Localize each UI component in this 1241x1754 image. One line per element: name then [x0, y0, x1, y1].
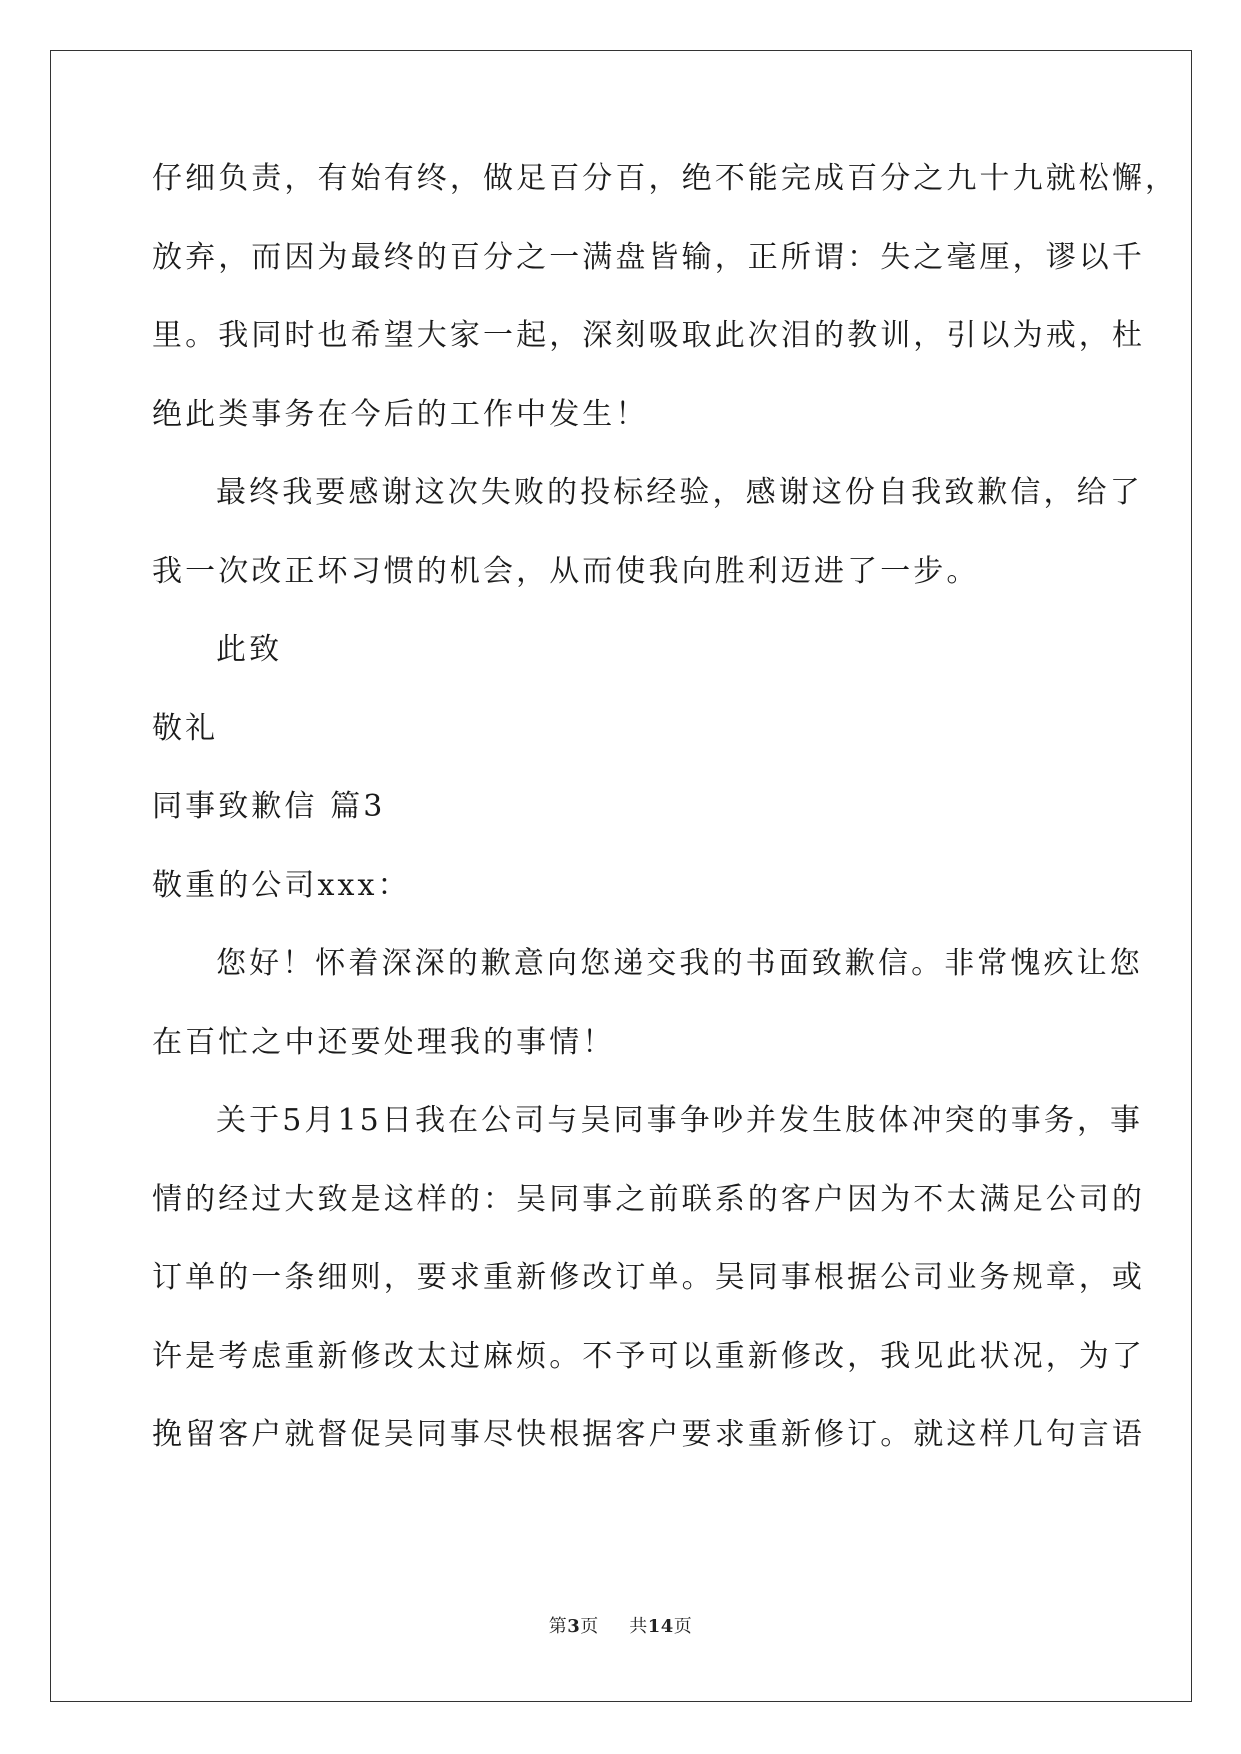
text-line-11: 您好！怀着深深的歉意向您递交我的书面致歉信。非常愧疚让您	[216, 946, 1143, 981]
text-line-14: 情的经过大致是这样的：吴同事之前联系的客户因为不太满足公司的	[152, 1181, 1145, 1217]
text-line-13: 关于5月15日我在公司与吴同事争吵并发生肢体冲突的事务，事	[216, 1103, 1144, 1138]
closing-salutation: 此致	[216, 632, 283, 667]
closing-regards: 敬礼	[152, 710, 219, 746]
total-count: 14	[647, 1616, 674, 1637]
page-number	[549, 1612, 599, 1638]
page-suffix: 页	[580, 1616, 599, 1637]
total-prefix: 共	[629, 1616, 648, 1637]
text-line-16: 许是考虑重新修改太过麻烦。不予可以重新修改，我见此状况，为了	[152, 1338, 1145, 1374]
text-line-12: 在百忙之中还要处理我的事情！	[152, 1024, 616, 1060]
section-heading: 同事致歉信 篇3	[152, 789, 386, 824]
text-line-2: 放弃，而因为最终的百分之一满盘皆输，正所谓：失之毫厘，谬以千	[152, 239, 1145, 275]
text-line-4: 绝此类事务在今后的工作中发生！	[152, 396, 649, 432]
letter-greeting: 敬重的公司xxx：	[152, 867, 411, 903]
page-footer	[0, 1612, 1241, 1638]
total-suffix: 页	[673, 1616, 693, 1637]
text-line-17: 挽留客户就督促吴同事尽快根据客户要求重新修订。就这样几句言语	[152, 1417, 1145, 1452]
text-line-3: 里。我同时也希望大家一起，深刻吸取此次泪的教训，引以为戒，杜	[152, 318, 1145, 353]
page-current: 3	[567, 1616, 581, 1637]
page-prefix: 第	[548, 1616, 568, 1637]
text-line-1: 仔细负责，有始有终，做足百分百，绝不能完成百分之九十九就松懈，	[152, 161, 1179, 196]
text-line-6: 我一次改正坏习惯的机会，从而使我向胜利迈进了一步。	[152, 553, 980, 589]
document-body	[152, 161, 1179, 1497]
page-total	[629, 1612, 692, 1638]
text-line-5: 最终我要感谢这次失败的投标经验，感谢这份自我致歉信，给了	[216, 475, 1143, 510]
text-line-15: 订单的一条细则，要求重新修改订单。吴同事根据公司业务规章，或	[152, 1260, 1145, 1295]
